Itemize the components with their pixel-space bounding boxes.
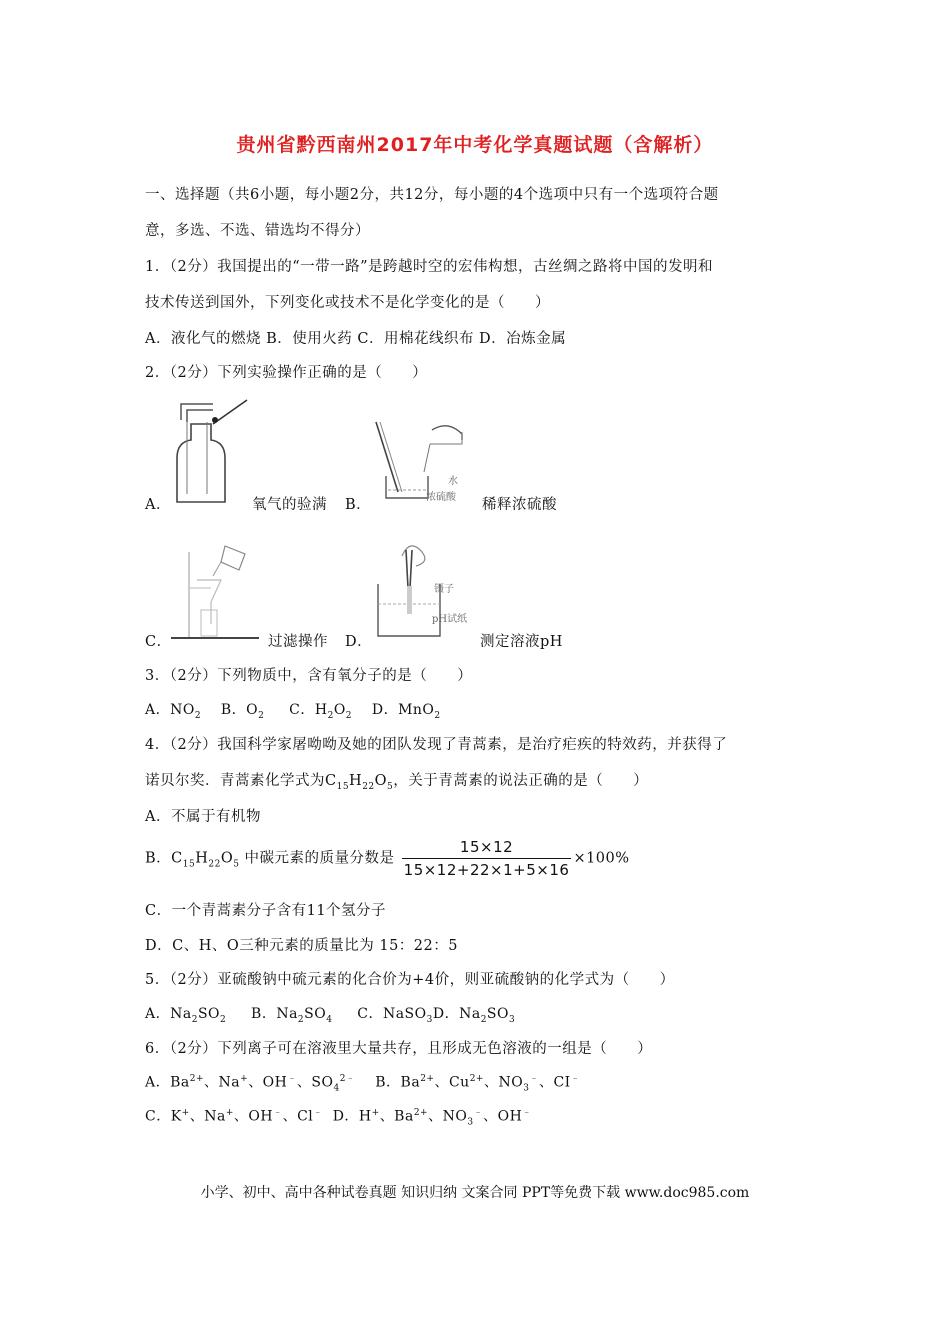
tweezers-label: 镊子 <box>434 584 454 595</box>
q1-stem-line2: 技术传送到国外，下列变化或技术不是化学变化的是（ ） <box>145 295 550 311</box>
page-footer: 小学、初中、高中各种试卷真题 知识归纳 文案合同 PPT等免费下载 www.doc985.com <box>200 1185 750 1201</box>
q5-stem: 5．（2分）亚硫酸钠中硫元素的化合价为+4价，则亚硫酸钠的化学式为（ ） <box>145 972 675 988</box>
oxygen-bottle-figure <box>165 398 255 508</box>
q1-options: A．液化气的燃烧 B．使用火药 C．用棉花线织布 D．冶炼金属 <box>145 331 567 347</box>
q2-c-label: C． <box>145 634 172 650</box>
q2-stem: 2．（2分）下列实验操作正确的是（ ） <box>145 365 428 381</box>
ph-test-figure <box>372 536 468 640</box>
q2-c-text: 过滤操作 <box>268 634 328 650</box>
q1-stem-line1: 1．（2分）我国提出的“一带一路”是跨越时空的宏伟构想，古丝绸之路将中国的发明和 <box>145 259 714 275</box>
q2-b-label: B． <box>345 497 372 513</box>
q6-options-cd: C．K+、Na+、OH﹣、Cl﹣ D．H+、$Ba^{2+}$、$NO_3^﹣$、OH﹣ <box>145 1108 532 1128</box>
dilute-acid-figure <box>370 420 480 502</box>
q4-option-d: D．C、H、O三种元素的质量比为 15：22：5 <box>145 938 458 954</box>
page-title: 贵州省黔西南州2017年中考化学真题试题（含解析） <box>236 134 714 156</box>
section-heading-line1: 一、选择题（共6小题，每小题2分，共12分，每小题的4个选项中只有一个选项符合题 <box>145 187 719 203</box>
q3-stem: 3．（2分）下列物质中，含有氧分子的是（ ） <box>145 668 473 684</box>
q3-options: A．$NO_2$ B．$O_2$ C．$H_2O_2$ D．MnO$_2$ <box>145 702 441 721</box>
q4-option-c: C．一个青蒿素分子含有11个氢分子 <box>145 903 387 919</box>
q2-a-text: 氧气的验满 <box>252 497 327 513</box>
q5-options: A．$Na_2SO_2$ B．$Na_2SO_4$ C．NaSO$_3$D．$Na_2SO_3$ <box>145 1006 516 1025</box>
water-label: 水 <box>448 476 458 487</box>
q4-option-b: B．$C_{15}H_{22}O_5$ 中碳元素的质量分数是 $\frac{15\times 12}{15\times 12+22\times 1+5\times 16}$ ×100% <box>145 838 630 879</box>
q4-option-a: A．不属于有机物 <box>145 809 261 825</box>
q6-options-ab: A．$Ba^{2+}$、Na+、OH﹣、$SO_4^{2﹣}$ B．$Ba^{2+}$、$Cu^{2+}$、$NO_3^﹣$、CI﹣ <box>145 1074 581 1094</box>
section-heading-line2: 意，多选、不选、错选均不得分） <box>145 223 370 239</box>
q2-b-text: 稀释浓硫酸 <box>482 497 557 513</box>
q4-stem-line1: 4．（2分）我国科学家屠呦呦及她的团队发现了青蒿素，是治疗疟疾的特效药，并获得了 <box>145 737 728 753</box>
q6-stem: 6．（2分）下列离子可在溶液里大量共存，且形成无色溶液的一组是（ ） <box>145 1041 653 1057</box>
mass-fraction: $\frac{15\times 12}{15\times 12+22\times 1+5\times 16}$ <box>403 838 570 879</box>
ph-paper-label: pH试纸 <box>432 614 468 625</box>
acid-label: 浓硫酸 <box>426 492 456 502</box>
q4-stem-line2: 诺贝尔奖．青蒿素化学式为$C_{15}H_{22}O_5$，关于青蒿素的说法正确的是（ ） <box>145 773 649 792</box>
q2-d-text: 测定溶液pH <box>480 634 563 650</box>
q2-a-label: A． <box>145 497 171 513</box>
filtration-figure <box>165 540 265 644</box>
q2-d-label: D． <box>345 634 373 650</box>
